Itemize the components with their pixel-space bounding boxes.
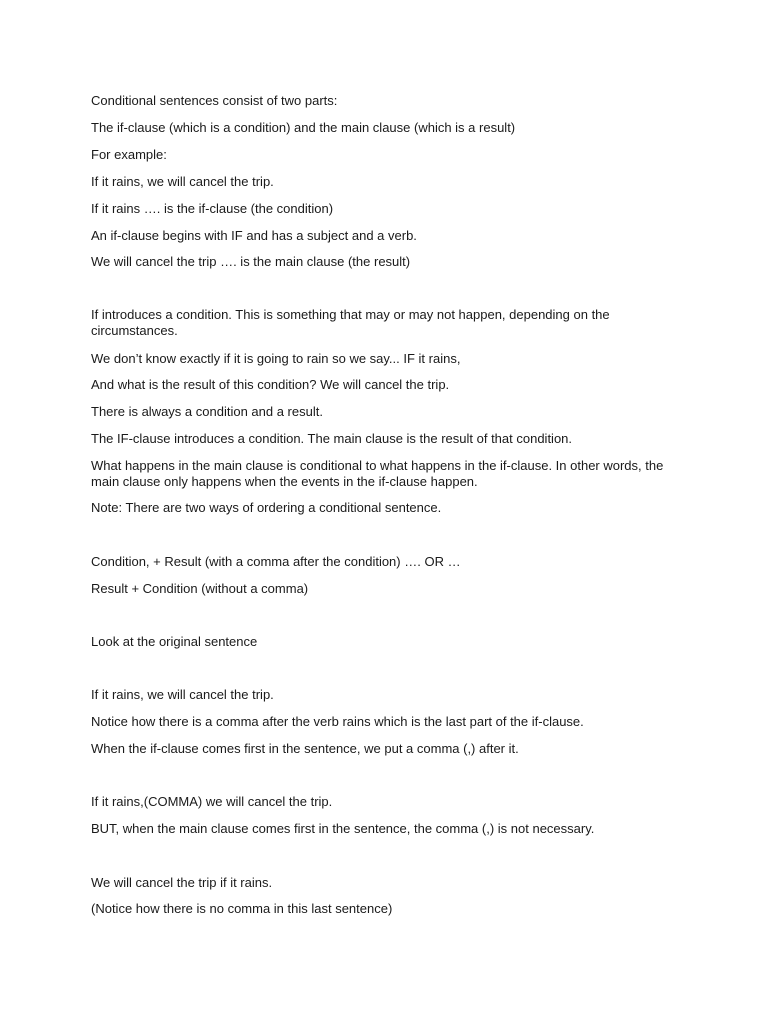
- paragraph: The IF-clause introduces a condition. The main clause is the result of that condition.: [91, 431, 573, 446]
- paragraph: If it rains, we will cancel the trip.: [91, 687, 274, 702]
- paragraph: We will cancel the trip …. is the main clause (the result): [91, 254, 411, 269]
- paragraph: Notice how there is a comma after the verb rains which is the last part of the if-clause.: [91, 714, 584, 729]
- paragraph: If it rains,(COMMA) we will cancel the trip.: [91, 794, 333, 809]
- paragraph: Condition, + Result (with a comma after the condition) …. OR …: [91, 554, 461, 569]
- paragraph: Note: There are two ways of ordering a conditional sentence.: [91, 500, 442, 515]
- paragraph: Result + Condition (without a comma): [91, 581, 309, 596]
- paragraph: When the if-clause comes first in the sentence, we put a comma (,) after it.: [91, 741, 519, 756]
- paragraph: Look at the original sentence: [91, 634, 258, 649]
- paragraph: There is always a condition and a result.: [91, 404, 323, 419]
- paragraph: We will cancel the trip if it rains.: [91, 875, 273, 890]
- paragraph: The if-clause (which is a condition) and the main clause (which is a result): [91, 120, 516, 135]
- paragraph: We don’t know exactly if it is going to rain so we say... IF it rains,: [91, 351, 461, 366]
- paragraph: (Notice how there is no comma in this last sentence): [91, 901, 393, 916]
- paragraph: If introduces a condition. This is something that may or may not happen, depending on the circumstances.: [91, 307, 610, 338]
- paragraph: If it rains, we will cancel the trip.: [91, 174, 274, 189]
- paragraph: An if-clause begins with IF and has a subject and a verb.: [91, 228, 417, 243]
- paragraph: And what is the result of this condition? We will cancel the trip.: [91, 377, 450, 392]
- paragraph: If it rains …. is the if-clause (the condition): [91, 201, 334, 216]
- paragraph: What happens in the main clause is conditional to what happens in the if-clause. In other words, the main clause only happens when the events in the if-clause happen.: [91, 458, 664, 489]
- paragraph: BUT, when the main clause comes first in the sentence, the comma (,) is not necessary.: [91, 821, 595, 836]
- paragraph: Conditional sentences consist of two parts:: [91, 93, 338, 108]
- paragraph: For example:: [91, 147, 167, 162]
